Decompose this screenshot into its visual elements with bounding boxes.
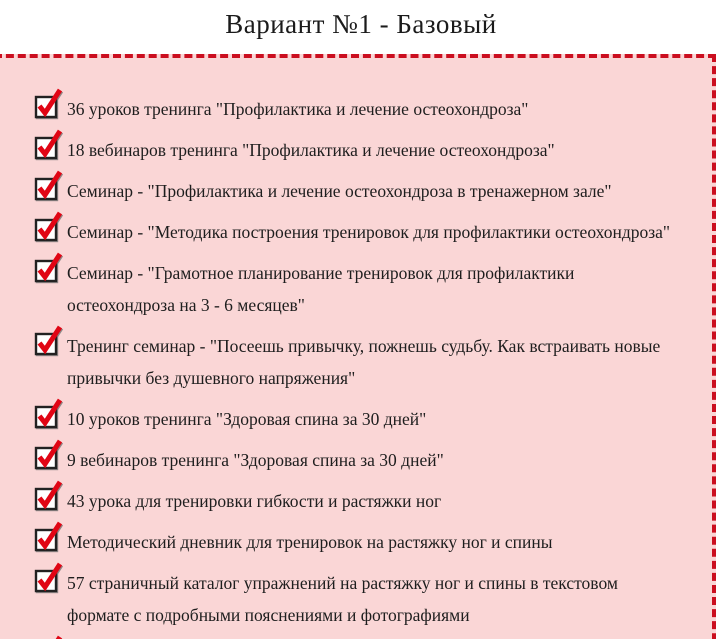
checkbox-checked-icon [34, 135, 62, 161]
checkbox-checked-icon [34, 258, 62, 284]
checkbox-checked-icon [34, 568, 62, 594]
checkbox-checked-icon [34, 445, 62, 471]
checkbox-checked-icon [34, 404, 62, 430]
checkbox-checked-icon [34, 176, 62, 202]
page-title: Вариант №1 - Базовый [225, 9, 497, 39]
list-item [34, 175, 694, 207]
checkbox-checked-icon [34, 527, 62, 553]
list-item-label: Семинар - "Грамотное планирование тренировок для профилактики остеохондроза на 3 - 6 месяцев" [67, 263, 575, 315]
list-item [34, 403, 694, 435]
list-item [34, 93, 694, 125]
list-item-label: Семинар - "Методика построения тренировок для профилактики остеохондроза" [67, 222, 671, 242]
list-item [34, 257, 694, 321]
list-item [34, 567, 694, 631]
checkbox-checked-icon [34, 331, 62, 357]
list-item [34, 444, 694, 476]
list-item-label: 43 урока для тренировки гибкости и растяжки ног [67, 491, 442, 511]
offer-panel [0, 54, 716, 639]
list-item-label: 36 уроков тренинга "Профилактика и лечение остеохондроза" [67, 99, 529, 119]
list-item [34, 485, 694, 517]
list-item-label: Тренинг семинар - "Посеешь привычку, пожнешь судьбу. Как встраивать новые привычки без душевного напряжения" [67, 336, 661, 388]
list-item-label: 57 страничный каталог упражнений на растяжку ног и спины в текстовом формате с подробными пояснениями и фотографиями [67, 573, 618, 625]
list-item-label: 18 вебинаров тренинга "Профилактика и лечение остеохондроза" [67, 140, 555, 160]
checkbox-checked-icon [34, 94, 62, 120]
list-item-label: 10 уроков тренинга "Здоровая спина за 30 дней" [67, 409, 427, 429]
list-item [34, 526, 694, 558]
list-item-label: 9 вебинаров тренинга "Здоровая спина за 30 дней" [67, 450, 444, 470]
list-item [34, 134, 694, 166]
list-item-label: Семинар - "Профилактика и лечение остеохондроза в тренажерном зале" [67, 181, 612, 201]
list-item [34, 216, 694, 248]
checkbox-checked-icon [34, 486, 62, 512]
list-item-label: Методический дневник для тренировок на растяжку ног и спины [67, 532, 553, 552]
checkbox-checked-icon [34, 217, 62, 243]
list-item [34, 330, 694, 394]
